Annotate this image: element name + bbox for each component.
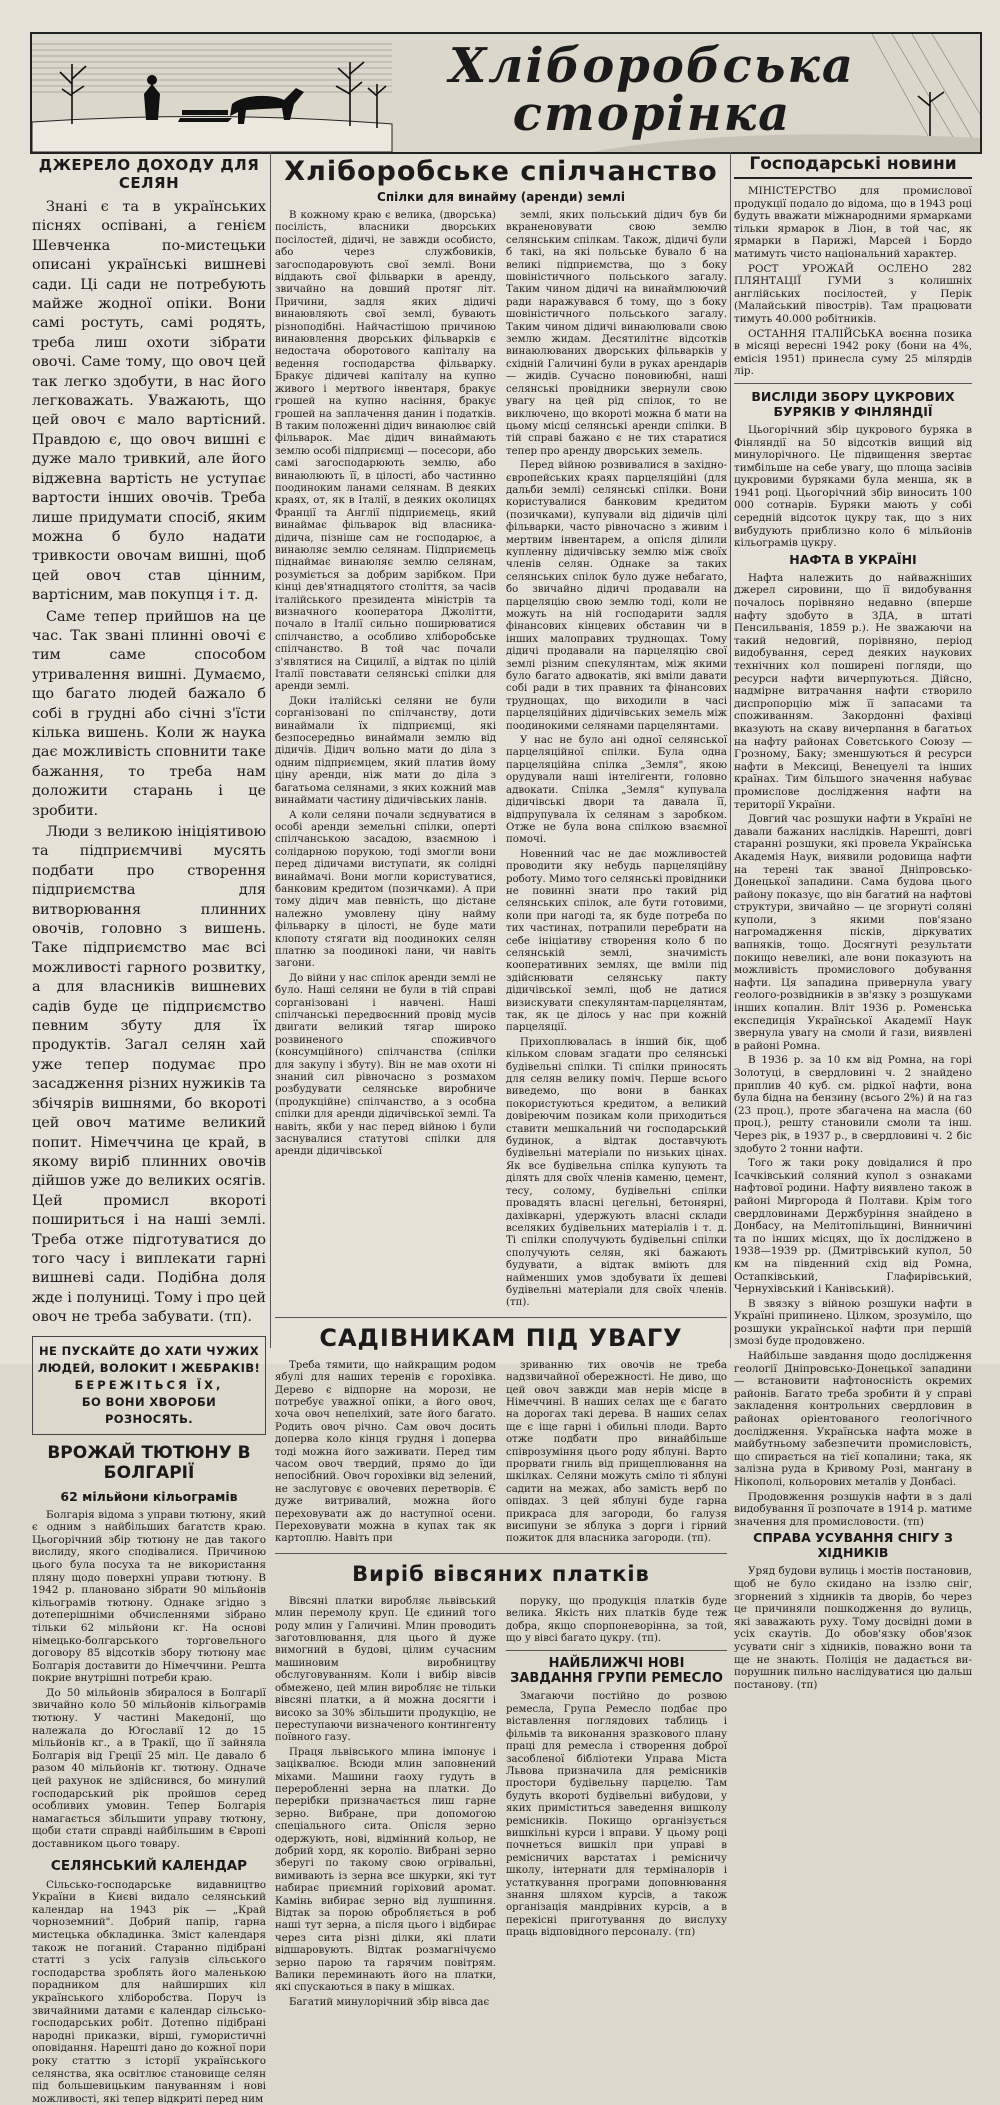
article-paragraph: В 1936 р. за 10 км від Ромна, на горі Золотуці, в свердловині ч. 2 знайдено приплив 40 куб. см. рідкої нафти, вона була бідна на бензину (всього 2%) й на газ (23 проц.), проте збагачена на масла (60 проц.), решту становили смоли та інш. Через рік, в 1937 р., в свердловині ч. 2 біс здобуто 2 тонни нафти. <box>734 1054 972 1155</box>
news-item: ОСТАННЯ ІТАЛІЙСЬКА воєнна позика в місяці вересні 1942 року (бони на 4%, емісія 1951) принесла суму 25 мілярдів лір. <box>734 327 972 378</box>
article-title: Виріб вівсяних платків <box>352 1561 650 1586</box>
two-column-block <box>275 210 727 1312</box>
column-rule <box>730 152 731 1348</box>
article-paragraph: До війни у нас спілок аренди землі не було. Наші селяни не були в тій справі сорганізовані і навчені. Наші спілчанські передвоєнний провід мусів двигати великий тягар широко розвиненого споживчого (консумційного) спілчанства (спілки для закупу і збуту). Він не мав охоти ні знаний сил рівночасно з розмахом розбудувати селянське виробниче (продукційне) спілчанство, а з особна спілки для аренди дідичівської землі. Та навіть, якби у нас перед війною і були заснувалися статутові спілки для аренди дідичівської <box>275 972 496 1158</box>
column-rule <box>270 152 271 1348</box>
column-left <box>32 152 266 2105</box>
section-title: Господарські новини <box>734 152 972 179</box>
article-paragraph: В звязку з війною розшуки нафти в Україні припинено. Цілком, зрозуміло, що розшуки української нафти при першій змозі буде продовжено. <box>734 1297 972 1348</box>
article-title: ДЖЕРЕЛО ДОХОДУ ДЛЯ СЕЛЯН <box>38 156 260 192</box>
article-paragraph: Треба тямити, що найкращим родом ябулі для наших теренів є горохівка. Дерево є відпорне на морози, не потребує уважної опіки, а його овоч, хоча овоч непеліхий, зате його багато. Родить овоч річно. Сам овоч досить доперва коло кінця грудня і доперва тоді можна його заживати. Перед тим часом овоч твердий, прямо до їди непосібний. Овоч горохівки від зелений, не заслуговує є овочевих перетворів. Є дуже витривалий, можна його переховувати аж до наступної осени. Переховувати можна в купах так як картоплю. Навіть при <box>275 1359 496 1545</box>
article-paragraph: Новенний час не дає можливостей проводити яку небудь парцеляційну роботу. Мимо того селянські провідники не повинні знати про такий рід селянських спілок, але бути готовими, коли при нагоді та, як буде потреба по тих частинах, потрапили перебрати на себе ініціативу створення коло б по селянській землі, значимість кооперативних землях, ще вміли під здійснювати селянську пакту дідичівської землі, щоб не датися визискувати спекулянтам-парцелянтам, так, як це ділось у нас при кожній парцеляції. <box>506 848 728 1034</box>
two-column-block <box>275 1596 727 2011</box>
article-paragraph: Праця львівського млина імпонує і заціквалює. Всюди млин заповнений міхами. Машини гаоху гудуть в переробленні зерна на платки. До перерібки призначається лиш гарне зерно. Вибране, при допомогою спеціального сита. Опісля зерно одержують, нові, відмінний кольор, не добрий хорд, як короліо. Вибрані зерно зберугі по такому свою огрівальні, вимивають із зерна все шкурки, які тут набирає приємний горіховий аромат. Камінь вибирає зерно від лушпиння. Відтак за порою обробляється в роб наші тут зерна, а після цього і відбирає через сита різні ділки, які плати відшаровують. Відтак розмагнічуємо зерно парою та гарячим повітрям. Валики переминають його на платки, які спускаються в паку в мішках. <box>275 1746 496 1994</box>
article-paragraph: Найбільше завдання щодо дослідження геології Дніпровсько-Донецької западини — встановити нафтоносність окремих районів. Багато треба зробити й у справі закладення контрольних свердловин в районах оріентованого геологічного дослідження. Українська нафта може в майбутньому забезпечити промисловість, що спирається на тієї копалини; така, як залізна руда в Кривому Розі, мангану в Нікополі, кольорових металів у Донбасі. <box>734 1350 972 1488</box>
article-paragraph: До 50 мільйонів збиралося в Болгарії звичайно коло 50 мільйонів кільограмів тютюну. У частині Македонії, що належала до Югославії 12 до 15 мільйонів кг., а в Тракії, що її зайняла Болгарія від Греції 25 міл. Це давало б разом 40 мільйонів кг. тютюну. Одначе цей рахунок не здійснився, бо минулий господарський рік пройшов серед особливих умовин. Тепер Болгарія намагається збільшити управу тютюну, щоби стати справді найбільшим в Європі доставником цього товару. <box>32 1686 266 1850</box>
article-paragraph: А коли селяни почали зєднуватися в особі аренди земельні спілки, оперті спілчанською засадою, взаємною і солідарною порукою, тоді змогли вони перед дідичами виступати, як солідні винаймачі. Вони могли користуватися, банковим кредитом (позичками). А при тому дідич мав певність, що дістане належно умовлену ціну найму фільварку в цілості, не буде мати клопоту стягати від поодиноких селян платню за поодинокі лани, чи навіть загони. <box>275 809 496 970</box>
divider <box>506 1650 727 1651</box>
warning-notice: НЕ ПУСКАЙТЕ ДО ХАТИ ЧУЖИХ ЛЮДЕЙ, ВОЛОКИТ І ЖЕБРАКІВ! БЕРЕЖІТЬСЯ ЇХ, БО ВОНИ ХВОРОБИ РОЗНОСЯТЬ. <box>32 1336 266 1435</box>
two-column-block <box>275 1360 727 1548</box>
article-title: СПРАВА УСУВАННЯ СНІГУ З ХІДНИКІВ <box>753 1530 953 1561</box>
article-title: НАФТА В УКРАЇНІ <box>789 551 917 567</box>
article-title: ВРОЖАЙ ТЮТЮНУ В БОЛГАРІЇ <box>47 1442 251 1483</box>
news-item: МІНІСТЕРСТВО для промислової продукції подало до відома, що в 1943 році будуть вважати міжнародними ярмарками тільки ярмарок в Ліон, в той час, як ярмарки в Парижі, Марсей і Бордо матимуть чисто національний характер. <box>734 185 972 260</box>
article-paragraph: Вівсяні платки виробляє львівський млин перемолу круп. Це єдиний того роду млин у Галичині. Млин проводить заготовлювання, для цього й дуже вимогний в будові, цілим сучасним машиновим виробництву обслуговуванням. Коли і вибір вівсів обмежено, цей млин виробляє не тільки вівсяні платки, а й можна досягти і високо за 30% збільшити продукцію, не переступаючи визначеного контингенту поївного газу. <box>275 1595 496 1744</box>
article-paragraph: Продовження розшуків нафти в з далі видобування її розпочате в 1914 р. матиме значення для промисловости. (тп) <box>734 1490 972 1528</box>
article-title: ВИСЛІДИ ЗБОРУ ЦУКРОВИХ БУРЯКІВ У ФІНЛЯНДІЇ <box>751 388 955 419</box>
divider <box>275 1553 727 1554</box>
news-item: РОСТ УРОЖАЙ ОСЛЕНО 282 ПЛЯНТАЦІЇ ГУМИ з колишніх англійських посілостей, у Перік (Малайський півострів). Там працювати тимуть 40.000 робітників. <box>734 262 972 325</box>
masthead-title: Хліборобська сторінка <box>448 38 855 142</box>
article-paragraph: поруку, що продукція платків буде велика. Якість них платків буде теж добра, якщо спорпоневорінна, за той, що у вівсі багато цукру. (тп). <box>506 1595 727 1645</box>
article-paragraph: Знані є та в українських піснях оспівані, а генієм Шевченка по-мистецьки описані українські вишневі сади. Ці сади не потребують майже жодної опіки. Вони самі ростуть, самі родять, треба лиш охоти зібрати овочі. Саме тому, що овоч цей так легко здобути, в нас його легковажать. Уважають, що цей овоч є мало вартісний. Правдою є, що овоч вишні є дуже мало тривкий, але його віджевна вартість не уступає вартости інших овочів. Треба лише придумати спосіб, яким можна б було надати тривкости овочам вишні, щоб цей овоч став цінним, вартісним, мав покупця і т. д. <box>32 199 266 604</box>
article-paragraph: Перед війною розвивалися в західно-європейських краях парцеляційні (для дальби землі) селянські спілки. Вони користувалися банковим кредитом (позичками), купували від дідичів цілі фільварки, часто рівночасно з живим і мертвим інвентарем, а опісля ділили купленну дідичівську землю між своїх членів селян. Однаке за таких селянських спілок було дуже небагато, бо звичайно дідичі продавали на парцеляцію свою землю тоді, коли не можуть на ній господарити задля фінансових кінцевих обставин чи в інших малоправих труднощах. Тому дідичі продавали на парцеляцію свої землі різним спекулянтам, між якими було багато адвокатів, які вміли давати собі ради в тих правних та фінансових труднощах, що виходили в часі парцеляційних дідичівських земель між поодинокими селянами парцелянтами. <box>506 460 727 732</box>
article-paragraph: Доки італійські селяни не були сорганізовані по спілчанству, доти винаймали їх підприємці, які безпосередньо винаймали землю від дідичів. Дідич вольно мати до діла з одним підприємцем, який платив йому ціну аренди, ніж мати до діла з багатьома селянами, з яких кожний мав винаймати частину дідичівських ланів. <box>275 695 496 807</box>
article-paragraph: зриванню тих овочів не треба надзвичайної обережності. Не диво, що цей овоч завжди мав нерів місце в Німеччині. В наших селах ще є багато на дорогах такі дерева. В наших селах ще є іще гарні і обильні плоди. Варто отже подбати про винайбільше співрозуміння цього роду яблуні. Варто прорвати гниль від прищеплювання на шкілках. Селяни можуть сміло ті яблуні садити на межах, або замість верб по опівдах. З цей яблуні буде гарна прикраса для загороди, бо галузя висипуни зе яблука з дорги і гірний пожиток для власника загороди. (тп). <box>506 1359 727 1545</box>
article-subtitle: 62 мільйони кільограмів <box>60 1488 238 1504</box>
article-paragraph: Уряд будови вулиць і мостів постановив, щоб не було скидано на іззлю сніг, згорнений з хідників та дворів, бо через це причиняли пошкодження до вулиць, які заважають руху. Тому досвідні доми в усіх скаутів. До обов'язку обов'язок усувати сніг з хідників, поважно вони та ще не знають. Поліція не дадається ви-порушник пильно наслідуватися цю дальш постанову. (тп) <box>734 1565 972 1691</box>
article-paragraph: В кожному краю є велика, (дворська) посілість, власники дворських посілостей, дідичі, не завжди особисто, або через службовиків, загосподаровують свої землі. Вони віддають свої фільварки в аренду, звичайно на довший протяг літ. Причини, задля яких дідичі винаювляють свої землі, бувають різноподібні. Найчастішою причиною винаювлення дворських фільварків є недостача оборотового капіталу на ведення господарства фільварку. Бракує дідичеві капіталу на купно живого і мертвого інвентаря, бракує грошей на купно насіння, бракує грошей на заплачення данин і податків. В таким положенні дідич винаюлює свій фільварок. Має дідич винаймають землю особі підприємці — посесори, або самі загосподарюють землю, або винаюлюють її, в цілості, або частинно поодиноким ланами селянам. В деяких краях, от, як в Італії, в деяких околицях Франції та Англії підприємець, який винаймає фільварок від власника-дідича, пізніше сам не господарює, а винаюляє землю селянам. Підприємець піднаймає винаюляє землю селянам, розуміється за добрим зарібком. При кінці дев'ятнадцятого століття, за часів італійського президента міністрів та визначного кооператора Джолітти, почало в Італії сильно поширюватися спілчанство, а особливо хліборобське спілчанство. В той час почали з'являтися на Сицилії, а відтак по цілій Італії повставати селянські спілки для аренди землі. <box>275 210 496 693</box>
article-paragraph: Нафта належить до найважніших джерел сировини, що її видобування почалось порівняно недавно (вперше нафту здобуто в ЗДА, в штаті Пенсильванія, 1859 р.). Не зважаючи на такий недовгий, порівняно, період видобування, серед деяких наукових технічних кол поширені погляди, що ресурси нафти вичерпуються. Дійсно, надмірне витрачання нафти створило диспропорцію між її запасами та споживанням. Закордонні фахівці вказують на скаву вичерпання в багатьох на нафту районах Совєтського Союзу — Грозному, Баку; зменшуються й ресурси нафти в Мексиці, Венецуелі та інших країнах. Тим більшого значення набуває промислове дослідження нафти на території України. <box>734 571 972 811</box>
article-paragraph: Болгарія відома з управи тютюну, який є одним з найбільших багатств краю. Цьогорічний збір тютюну не дав такого вислиду, якого сподівалися. Причиною цього була посуха та не використання пляну щодо поверхні управи тютюну. В 1942 р. плановано зібрати 90 мільйонів кільограмів тютюну. Однаке згідно з дотеперішніми обчисленнями зібрано тільки 62 мільйони кг. На основі німецько-болгарського торговельного договору 85 відсотків збору тютюну має Болгарія доставити до Німеччини. Решта покрие внутрішні потреби краю. <box>32 1508 266 1685</box>
article-paragraph: Змагаючи постійно до розвою ремесла, Група Ремесло подбає про віставлення поглядових таблиць і фільмів та виконання зразкового плану праці для ремесла і створення доброї засобленої бібліотеки Управа Міста Львова призначила для ремісників простори будівельну парцелю. Там будуть вкороті будівельні вибудови, у яких приміститься заведення вишколу ремісників. Покищо організується вишкільні курси і вправи. У цьому році почнеться вишкіл при управі в ремісничих варстатах і ремісничу школу, інтернати для терміналорів і устаткування програми доповнювання знання шляхом курсів, а також організація мандрівних курсів, а в перекісні приготування до вислуху праць відповідного персоналу. (тп) <box>506 1691 727 1939</box>
masthead <box>30 32 982 154</box>
article-paragraph: землі, яких польський дідич був би вкраненовувати свою землю селянським спілкам. Також, дідичі були б такі, на які польське бувало б на великі підприємства, що з боку шовіністичного польського загалу. Таким чином дідичі на винаймлюючий ради наражувався б тому, що з боку шовіністичного польського загалу. Таким чином дідичі винаюлювали свою землю жидам. Десятилітнє відсотків винаюлюваних дворських фільварків у східній Галичині були в руках арендарів — жидів. Сучасно поновиюбні, наші селянські провідники звернули свою увагу на цей рід спілок, то не виключено, що вкороті можна б мати на цьому місці селянські аренди спілки. В тій справі бажано є не тих старатися тепер про аренду дворських земель. <box>506 210 727 457</box>
article-paragraph: Сільсько-господарське видавництво України в Києві видало селянський календар на 1943 рік — „Край чорноземний". Добрий папір, гарна мистецька обкладинка. Зміст календаря також не поганий. Старанно підібрані статті з усіх галузів сільського господарства зроблять його маленькою порадником для найширших кіл українського хліборобства. Поруч із звичайними датами є календар сільсько-господарських робіт. Дотепно підібрані народні приказки, вірші, гумористичні оповідання. Нарешті дано до кожної пори року статтю з історії українського селянства, яка освітлює становище селян під большевицьким пануванням і нові можливості, які тепер відкриті перед ним <box>32 1878 266 2105</box>
article-title: Хліборобське спілчанство <box>284 156 718 187</box>
divider <box>734 383 972 384</box>
article-paragraph: Того ж таки року довідалися й про Ісачківський соляний купол з ознаками нафтової родини. Нафту виявлено також в районі Миргорода й Полтави. Крім того свердловинами Держбуріння знайдено в Донбасу, на Мелітопільщині, Винничині та по інших місцях, що їх досліджено в 1938—1939 рр. (Дмитрівський купол, 50 км на південний схід від Ромна, Остапківський, Глафирівський, Чернухівський і Канівський). <box>734 1157 972 1296</box>
article-paragraph: Люди з великою ініціятивою та підприємчиві мусять подбати про створення підприємства для витворювання плинних овочів, головно з вишень. Таке підприємство має всі можливості гарного розвитку, а для власників вишневих садів буде це підприємство певним збуту для їх продуктів. Загал селян хай уже тепер подумає про засадження різних нужиків та збічярів вишнями, бо вкороті цей овоч матиме великий попит. Німеччина це край, в якому виріб плинних овочів дійшов уже до великих осягів. Цей промисл вкороті пошириться і на наші землі. Треба отже підготуватися до того часу і виплекати гарні вишневі сади. Подібна доля жде і полуниці. Тому і про цей овоч не треба забувати. (тп). <box>32 824 266 1326</box>
article-title: САДІВНИКАМ ПІД УВАГУ <box>319 1323 683 1352</box>
divider <box>275 1317 727 1318</box>
article-paragraph: Цьогорічний збір цукрового буряка в Фінляндії на 50 відсотків вищий від минулорічного. Це підвищення звертає тимбільше на себе увагу, що площа засівів цукровими буряками була менша, як в 1941 році. Цьогорічний збір виносить 100 000 сотнарів. Буряки мають у собі середній відсоток цукру так, що з них вибудують приблизно коло 6 мільйонів кільограмів цукру. <box>734 423 972 550</box>
article-title: СЕЛЯНСЬКИЙ КАЛЕНДАР <box>50 1857 248 1874</box>
article-paragraph: Багатий минулорічний збір вівса дає <box>289 1996 490 2008</box>
article-title: НАЙБЛИЖЧІ НОВІ ЗАВДАННЯ ГРУПИ РЕМЕСЛО <box>510 1656 723 1687</box>
article-paragraph: Прихоплювалась в інший бік, щоб кільком словам згадати про селянські будівельні спілки. Ті спілки приносять для селян велику поміч. Перше всього виведемо, що вони в банках покористуються кредитом, а великий довіреючим позикам коли приходиться ставити мешкальний чи господарський будинок, а відтак доставчують будівельні матеріали по низьких цінах. Як все будівельна спілка купують та ділять для своїх членів каменю, цемент, тесу, солому, будівельні спілки провадять власні цегельні, бетонярні, дахівкарні, удержують власні склади вселяких будівельних матеріалів і т. д. Ті спілки сполучують будівельні спілки сполучують селян, які бажають будувати, а відтак вміють для найменших умов здобувати їх дешеві будівельні матеріали для своїх членів. (тп). <box>506 1036 727 1309</box>
article-subtitle: Спілки для винайму (аренди) землі <box>377 190 625 204</box>
column-center <box>275 152 728 2008</box>
article-paragraph: У нас не було ані одної селянської парцеляційної спілки. Була одна парцеляційна спілка „Земля", якою орудували наші інтелігенти, головно адвокати. Спілка „Земля" купувала дідичівські двори та давала її, відпрупувала їх селянам з заробком. Отже не була вона спілкою взаємної помочі. <box>506 735 727 846</box>
column-right <box>734 152 972 1691</box>
article-paragraph: Саме тепер прийшов на це час. Так звані плинні овочі є тим саме способом утривалення вишні. Думаємо, що багато людей бажало б собі в грудні або січні з'їсти кілька вишень. Коли ж наука дає можливість сповнити таке бажання, то треба нам доложити старань і це зробити. <box>32 608 266 819</box>
article-paragraph: Довгий час розшуки нафти в Україні не давали бажаних наслідків. Нарешті, довгі старанні розшуки, які провела Українська Академія Наук, виявили родовища нафти на терені так званої Дніпровсько-Донецької западини. Сама будова цього району показує, що він багатий на нафтові структури, звичайно — це згорнуті соляні куполи, з якими пов'язано нагромадження пісків, діркуватих вапняків, тощо. Досягнуті результати покищо невеликі, але вони показують на можливість промислового добування нафти. Ця западина привернула увагу геолого-розвідників в зв'язку з розшуками інших копалин. Вліт 1936 р. Роменська експедиція Української Академії Наук звернула увагу на смоли й гази, виявлені в районі Ромна. <box>734 813 972 1052</box>
